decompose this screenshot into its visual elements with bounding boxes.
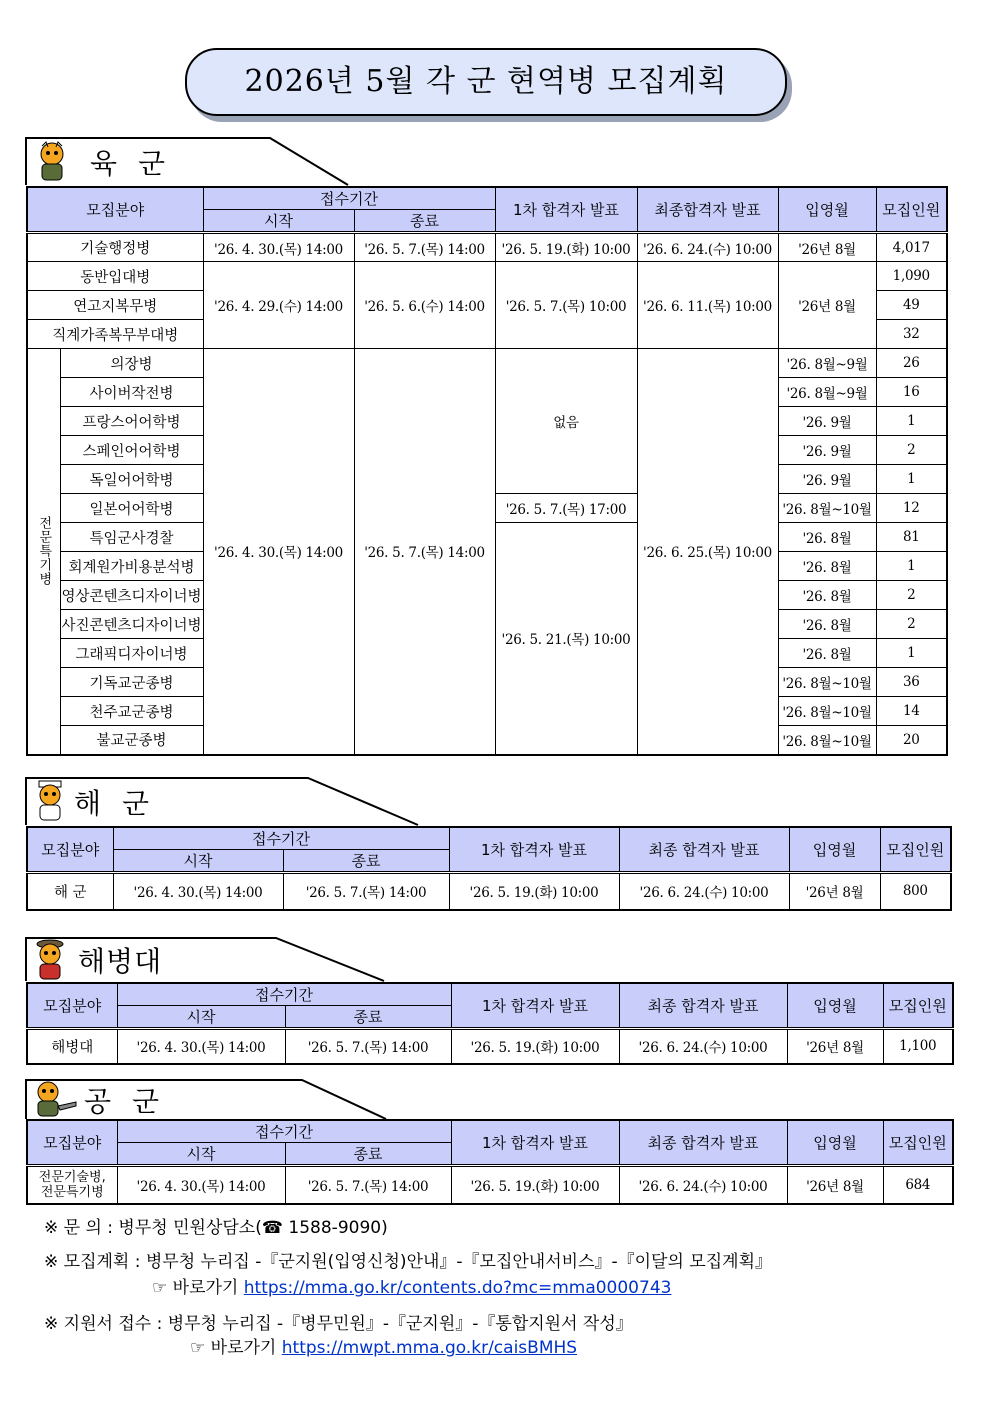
header-field: 모집분야: [27, 1120, 117, 1166]
cell-enlist: '26. 8월: [778, 610, 876, 639]
table-row-field: 불교군종병: [60, 726, 203, 755]
table-row-field: 해병대: [27, 1029, 117, 1064]
table-row-field: 직계가족복무부대병: [27, 320, 203, 349]
table-row-field: 독일어어학병: [60, 465, 203, 494]
cell-first: '26. 5. 19.(화) 10:00: [451, 1166, 619, 1204]
header-enlist: 입영월: [778, 187, 876, 233]
cell-count: 36: [876, 668, 947, 697]
airforce-title: 공 군: [84, 1085, 165, 1118]
header-enlist: 입영월: [789, 827, 880, 873]
header-final: 최종 합격자 발표: [619, 827, 789, 873]
cell-first: '26. 5. 21.(목) 10:00: [495, 523, 637, 755]
cell-final: '26. 6. 24.(수) 10:00: [619, 1029, 787, 1064]
footer-inquiry: ※ 문 의 : 병무청 민원상담소(☎ 1588-9090): [44, 1218, 388, 1238]
airforce-table: [26, 1119, 954, 1205]
header-count: 모집인원: [876, 187, 947, 233]
table-row-field: 기술행정병: [27, 233, 203, 262]
footer-plan: ※ 모집계획 : 병무청 누리집 -『군지원(입영신청)안내』-『모집안내서비스』-『이달의 모집계획』: [44, 1252, 772, 1272]
tiger-mascot-icon: [30, 939, 70, 981]
cell-start: '26. 4. 29.(수) 14:00: [203, 262, 354, 349]
field-line-1: 전문기술병,: [38, 1169, 106, 1185]
header-period: 접수기간: [117, 983, 451, 1006]
header-count: 모집인원: [883, 983, 953, 1029]
army-section-header: [26, 138, 946, 182]
header-start: 시작: [117, 1143, 285, 1166]
navy-section-header: [26, 778, 950, 822]
table-row-field: 프랑스어어학병: [60, 407, 203, 436]
cell-enlist: '26. 8월~10월: [778, 494, 876, 523]
footer-plan-go: ☞ 바로가기: [152, 1278, 239, 1298]
header-first: 1차 합격자 발표: [449, 827, 619, 873]
table-row-field: 해 군: [27, 873, 113, 910]
cell-enlist: '26. 8월~10월: [778, 668, 876, 697]
cell-first: 없음: [495, 349, 637, 494]
navy-header-frame: [26, 778, 950, 826]
table-row-field: 일본어어학병: [60, 494, 203, 523]
field-line-2: 전문특기병: [40, 1184, 104, 1200]
header-period: 접수기간: [117, 1120, 451, 1143]
header-first: 1차 합격자 발표: [495, 187, 637, 233]
table-row-field: 사진콘텐츠디자이너병: [60, 610, 203, 639]
cell-count: 1: [876, 407, 947, 436]
cell-end: '26. 5. 6.(수) 14:00: [354, 262, 495, 349]
cell-count: 1: [876, 639, 947, 668]
cell-count: 800: [880, 873, 951, 910]
table-row-field: 사이버작전병: [60, 378, 203, 407]
cell-count: 1,100: [883, 1029, 953, 1064]
cell-end: '26. 5. 7.(목) 14:00: [285, 1166, 451, 1204]
apply-link[interactable]: https://mwpt.mma.go.kr/caisBMHS: [281, 1338, 578, 1358]
header-final: 최종합격자 발표: [637, 187, 778, 233]
footer-apply-go: ☞ 바로가기: [190, 1338, 277, 1358]
header-end: 종료: [354, 210, 495, 233]
cell-enlist: '26년 8월: [778, 233, 876, 262]
cell-final: '26. 6. 25.(목) 10:00: [637, 349, 778, 755]
header-start: 시작: [113, 850, 283, 873]
cell-count: 2: [876, 436, 947, 465]
marine-section-header: [26, 938, 952, 982]
table-row-field: [27, 1166, 117, 1204]
cell-start: '26. 4. 30.(목) 14:00: [117, 1029, 285, 1064]
header-enlist: 입영월: [787, 983, 883, 1029]
header-field: 모집분야: [27, 983, 117, 1029]
cell-count: 684: [883, 1166, 953, 1204]
header-field: 모집분야: [27, 827, 113, 873]
army-title: 육 군: [90, 147, 171, 180]
header-period: 접수기간: [203, 187, 495, 210]
cell-end: '26. 5. 7.(목) 14:00: [354, 349, 495, 755]
table-row-field: 그래픽디자이너병: [60, 639, 203, 668]
cell-enlist: '26. 8월~9월: [778, 349, 876, 378]
tiger-mascot-icon: [30, 780, 70, 822]
header-field: 모집분야: [27, 187, 203, 233]
cell-count: 81: [876, 523, 947, 552]
special-group-label: 전문특기병: [27, 349, 60, 755]
header-first: 1차 합격자 발표: [451, 983, 619, 1029]
header-start: 시작: [203, 210, 354, 233]
table-row-field: 영상콘텐츠디자이너병: [60, 581, 203, 610]
cell-first: '26. 5. 19.(화) 10:00: [451, 1029, 619, 1064]
cell-enlist: '26. 8월~9월: [778, 378, 876, 407]
footer-apply: ※ 지원서 접수 : 병무청 누리집 -『병무민원』-『군지원』-『통합지원서 작성』: [44, 1314, 633, 1334]
cell-count: 2: [876, 581, 947, 610]
cell-count: 32: [876, 320, 947, 349]
cell-enlist: '26. 8월: [778, 523, 876, 552]
cell-enlist: '26년 8월: [787, 1029, 883, 1064]
cell-end: '26. 5. 7.(목) 14:00: [285, 1029, 451, 1064]
cell-start: '26. 4. 30.(목) 14:00: [117, 1166, 285, 1204]
cell-count: 12: [876, 494, 947, 523]
header-end: 종료: [283, 850, 449, 873]
cell-enlist: '26. 9월: [778, 465, 876, 494]
cell-first: '26. 5. 19.(화) 10:00: [449, 873, 619, 910]
table-row-field: 동반입대병: [27, 262, 203, 291]
table-row-field: 기독교군종병: [60, 668, 203, 697]
airforce-section-header: [26, 1080, 952, 1124]
header-start: 시작: [117, 1006, 285, 1029]
cell-first: '26. 5. 7.(목) 17:00: [495, 494, 637, 523]
cell-enlist: '26년 8월: [787, 1166, 883, 1204]
cell-enlist: '26년 8월: [778, 262, 876, 349]
cell-end: '26. 5. 7.(목) 14:00: [283, 873, 449, 910]
navy-table: [26, 826, 952, 911]
cell-count: 49: [876, 291, 947, 320]
marine-table: [26, 982, 954, 1065]
footer-plan-link-row: [152, 1273, 671, 1298]
header-count: 모집인원: [880, 827, 951, 873]
table-row-field: 특임군사경찰: [60, 523, 203, 552]
cell-enlist: '26. 9월: [778, 407, 876, 436]
cell-count: 1: [876, 552, 947, 581]
cell-enlist: '26년 8월: [789, 873, 880, 910]
cell-first: '26. 5. 7.(목) 10:00: [495, 262, 637, 349]
header-enlist: 입영월: [787, 1120, 883, 1166]
header-count: 모집인원: [883, 1120, 953, 1166]
cell-count: 16: [876, 378, 947, 407]
plan-link[interactable]: https://mma.go.kr/contents.do?mc=mma0000743: [243, 1278, 672, 1298]
table-row-field: 스페인어어학병: [60, 436, 203, 465]
cell-final: '26. 6. 24.(수) 10:00: [637, 233, 778, 262]
cell-first: '26. 5. 19.(화) 10:00: [495, 233, 637, 262]
marine-header-frame: [26, 938, 952, 982]
header-end: 종료: [285, 1006, 451, 1029]
cell-count: 14: [876, 697, 947, 726]
cell-count: 26: [876, 349, 947, 378]
cell-start: '26. 4. 30.(목) 14:00: [203, 233, 354, 262]
cell-final: '26. 6. 24.(수) 10:00: [619, 1166, 787, 1204]
tiger-mascot-icon: [32, 140, 72, 182]
table-row-field: 천주교군종병: [60, 697, 203, 726]
cell-enlist: '26. 8월~10월: [778, 697, 876, 726]
cell-count: 20: [876, 726, 947, 755]
cell-enlist: '26. 8월~10월: [778, 726, 876, 755]
table-row-field: 회계원가비용분석병: [60, 552, 203, 581]
header-final: 최종 합격자 발표: [619, 983, 787, 1029]
cell-count: 4,017: [876, 233, 947, 262]
header-first: 1차 합격자 발표: [451, 1120, 619, 1166]
header-end: 종료: [285, 1143, 451, 1166]
footer-apply-link-row: [190, 1333, 577, 1358]
cell-enlist: '26. 8월: [778, 552, 876, 581]
navy-title: 해 군: [74, 787, 155, 820]
cell-end: '26. 5. 7.(목) 14:00: [354, 233, 495, 262]
table-row-field: 의장병: [60, 349, 203, 378]
cell-enlist: '26. 9월: [778, 436, 876, 465]
header-period: 접수기간: [113, 827, 449, 850]
cell-count: 1,090: [876, 262, 947, 291]
tiger-mascot-icon: [30, 1080, 78, 1118]
marine-title: 해병대: [78, 945, 163, 978]
army-table: [26, 186, 948, 756]
cell-final: '26. 6. 24.(수) 10:00: [619, 873, 789, 910]
cell-start: '26. 4. 30.(목) 14:00: [113, 873, 283, 910]
cell-final: '26. 6. 11.(목) 10:00: [637, 262, 778, 349]
cell-count: 2: [876, 610, 947, 639]
header-final: 최종 합격자 발표: [619, 1120, 787, 1166]
cell-start: '26. 4. 30.(목) 14:00: [203, 349, 354, 755]
page-title: 2026년 5월 각 군 현역병 모집계획: [185, 48, 787, 116]
cell-enlist: '26. 8월: [778, 581, 876, 610]
cell-enlist: '26. 8월: [778, 639, 876, 668]
table-row-field: 연고지복무병: [27, 291, 203, 320]
cell-count: 1: [876, 465, 947, 494]
